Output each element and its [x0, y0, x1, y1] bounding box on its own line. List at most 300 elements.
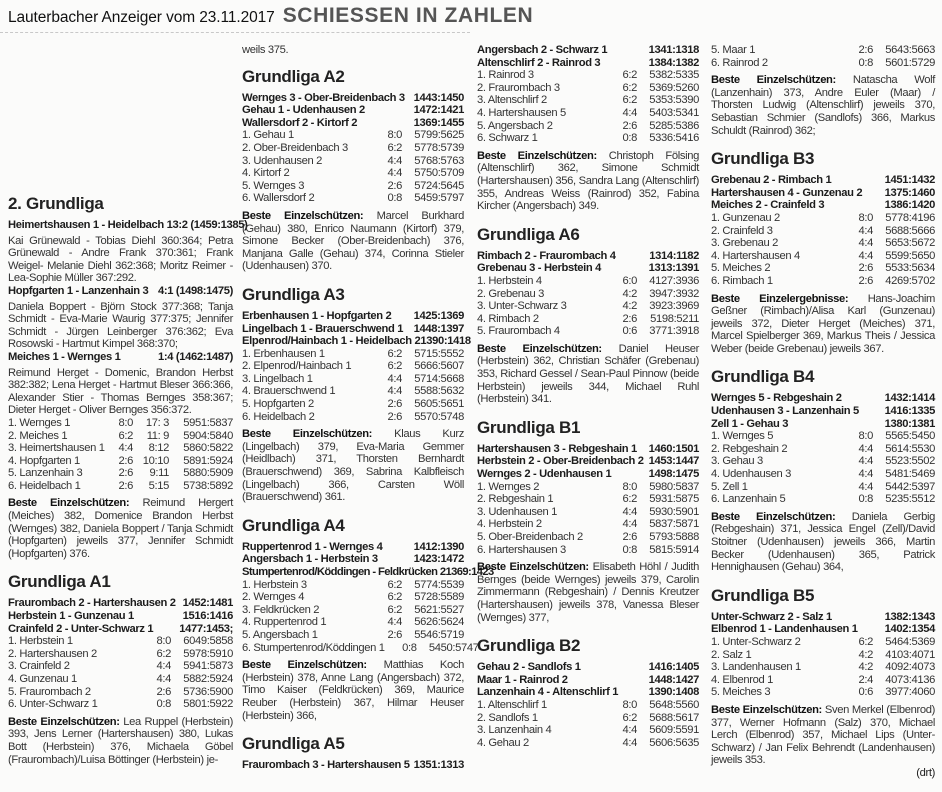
points: 0:8: [858, 493, 873, 506]
points: 4:4: [387, 167, 402, 180]
rings: 3977:4060: [885, 686, 935, 699]
section-heading: 2. Grundliga: [8, 194, 104, 213]
match-teams: Elpenrod/Hainbach 1 - Heidelbach 2: [242, 335, 421, 348]
match-result: 1380:1381: [884, 417, 935, 430]
points: 4:2: [858, 661, 873, 674]
table-row: [242, 167, 464, 180]
points: 8:0: [858, 211, 873, 224]
table-row: [711, 57, 935, 70]
match-result: 1448:1427: [648, 673, 699, 686]
table-row: [242, 411, 464, 424]
section-heading: Grundliga B4: [711, 367, 815, 387]
section-heading: Grundliga A2: [242, 66, 345, 86]
duels: 9:11: [149, 467, 169, 480]
team: 2. Rebgeshain 1: [477, 493, 554, 506]
points: 4:4: [858, 442, 873, 455]
match-result: 1313:1391: [648, 262, 699, 275]
team: 6. Lanzenhain 5: [711, 493, 786, 506]
match-row: [8, 610, 233, 623]
rings: 5815:5914: [649, 543, 699, 556]
team: 3. Udenhausen 1: [477, 505, 557, 518]
team: 1. Altenschlirf 1: [477, 698, 547, 711]
points: 6:2: [387, 578, 402, 591]
match-teams: Ruppertenrod 1 - Wernges 4: [242, 540, 383, 553]
team: 2. Hartershausen 2: [8, 647, 97, 660]
duels: 10:10: [142, 454, 169, 467]
best-label: Beste Einzelschützen:: [477, 342, 602, 355]
team: 4. Rimbach 2: [477, 312, 539, 325]
match-row: [477, 44, 699, 57]
match-teams: Maar 1 - Rainrod 2: [477, 673, 568, 686]
rings: 5601:5729: [885, 56, 935, 69]
table-row: [477, 94, 699, 107]
rings: 5728:5589: [414, 591, 464, 604]
match-result: 1472:1421: [413, 104, 464, 117]
team: 2. Elpenrod/Hainbach 1: [242, 360, 352, 373]
match-teams: Heimertshausen 1 - Heidelbach 1: [8, 219, 173, 231]
column-3: [477, 44, 699, 761]
match-result: 1516:1416: [182, 610, 233, 623]
rings: 5774:5539: [414, 578, 464, 591]
points: 4:4: [622, 505, 637, 518]
table-row: [711, 649, 935, 662]
match-teams: Gehau 1 - Udenhausen 2: [242, 104, 365, 117]
rings: 5533:5634: [885, 262, 935, 275]
match-row: [242, 335, 471, 348]
team: 5. Fraurombach 2: [8, 685, 91, 698]
match-result: 1416:1405: [648, 661, 699, 674]
match-row: [711, 418, 935, 431]
team: 2. Salz 1: [711, 648, 752, 661]
rings: 5336:5416: [649, 132, 699, 145]
table-row: [477, 506, 699, 519]
points: 6:2: [387, 360, 402, 373]
match-result: 1423:1472: [413, 553, 464, 566]
team: 4. Kirtorf 2: [242, 167, 290, 180]
points: 8:0: [622, 698, 637, 711]
table-row: [477, 82, 699, 95]
points: 8:0: [387, 129, 402, 142]
points: 6:2: [858, 635, 873, 648]
best-text: Christoph Fölsing (Altenschlirf) 362, Simone Schmidt (Hartershausen) 356, Sandra Lang (Altenschlirf) 355, Andreas Weiss (Rainrod) 352, Fabina Kircher (Angersbach) 349.: [477, 149, 699, 213]
team: 6. Unter-Schwarz 1: [8, 698, 98, 711]
points: 4:2: [622, 300, 637, 313]
best-text: Elisabeth Höhl / Judith Bernges (beide Wernges) jeweils 379, Carolin Zimmermann (Rebgeshain) / Dennis Kreutzer (Hartershausen) jeweils 378, Vanessa Bleser (Wernges) 377,: [477, 561, 699, 624]
header-divider: [0, 32, 470, 33]
section-grundliga-b2: [477, 636, 699, 749]
points: 4:4: [622, 518, 637, 531]
team: 6. Rainrod 2: [711, 56, 768, 69]
table-row: [711, 225, 935, 238]
match-row: [711, 199, 935, 212]
section-grundliga-a2: [242, 67, 464, 273]
table-row: [242, 348, 464, 361]
points: 2:6: [118, 467, 133, 480]
match-teams: Lingelbach 1 - Brauerschwend 1: [242, 322, 404, 335]
team: 3. Landenhausen 1: [711, 661, 801, 674]
match-row: [8, 285, 233, 298]
section-grundliga-a3: [242, 284, 471, 504]
table-row: [477, 699, 699, 712]
team: 6. Schwarz 1: [477, 132, 538, 145]
table-row: [711, 275, 935, 288]
table-row: [242, 373, 464, 386]
section-grundliga-a5: [242, 734, 464, 772]
rings: 5565:5450: [885, 430, 935, 443]
section-grundliga-b3: [711, 149, 935, 355]
team: 4. Hartershausen 4: [711, 249, 800, 262]
rings: 5621:5527: [414, 603, 464, 616]
table-row: [242, 629, 464, 642]
rings: 5481:5469: [885, 468, 935, 481]
team: 5. Maar 1: [711, 44, 756, 56]
table-row: [242, 180, 464, 193]
table-row: [477, 531, 699, 544]
team: 3. Grebenau 2: [711, 237, 778, 250]
rings: 4103:4071: [885, 648, 935, 661]
section-heading: Grundliga B5: [711, 585, 815, 605]
team: 2. Ober-Breidenbach 3: [242, 141, 348, 154]
table-row: [711, 237, 935, 250]
match-result: 1390:1408: [648, 686, 699, 699]
match-row: [477, 686, 699, 699]
match-teams: Angersbach 1 - Herbstein 3: [242, 553, 378, 566]
team: 2. Fraurombach 3: [477, 81, 560, 94]
match-row: [242, 104, 464, 117]
author-signature: (drt): [916, 766, 935, 779]
points: 4:2: [622, 287, 637, 300]
points: 4:4: [858, 455, 873, 468]
points: 6:2: [622, 94, 637, 107]
table-row: [242, 604, 464, 617]
table-row: [8, 673, 233, 686]
table-row: [711, 262, 935, 275]
rings: 5882:5924: [183, 673, 233, 685]
table-row: [477, 737, 699, 750]
points: 4:4: [156, 673, 171, 685]
best-shooters: [242, 659, 464, 722]
rings: 5599:5650: [885, 249, 935, 262]
match-result: 1402:1354: [884, 623, 935, 636]
team: 1. Rainrod 3: [477, 69, 534, 82]
points: 4:4: [622, 106, 637, 119]
match-teams: Hartershausen 4 - Gunzenau 2: [711, 186, 863, 199]
match-row: [8, 219, 248, 232]
table-row: [477, 69, 699, 82]
team: 1. Unter-Schwarz 2: [711, 635, 801, 648]
match-teams: Fraurombach 3 - Hartershausen 5: [242, 759, 410, 772]
points: 2:6: [622, 312, 637, 325]
match-row: [477, 57, 699, 70]
points: 6:2: [622, 493, 637, 506]
rings: 5198:5211: [650, 312, 699, 325]
table-row: [242, 385, 464, 398]
team: 1. Herbstein 1: [8, 635, 73, 648]
match-row: [242, 759, 464, 772]
match-teams: Zell 1 - Gehau 3: [711, 417, 789, 430]
rings: 5793:5888: [649, 531, 699, 543]
rings: 5285:5386: [649, 119, 699, 132]
team: 1. Gehau 1: [242, 129, 294, 142]
best-results: [711, 293, 935, 356]
match-result: 1369:1423: [445, 566, 494, 578]
table-row: [711, 674, 935, 687]
team: 4. Brauerschwend 1: [242, 385, 336, 398]
match-result: 1351:1313: [413, 759, 464, 772]
rings: 4269:5702: [885, 274, 935, 287]
table-row: [711, 686, 935, 699]
table-row: [8, 417, 233, 430]
team: 5. Zell 1: [711, 480, 748, 493]
team: 2. Crainfeld 3: [711, 224, 773, 237]
best-shooters: [711, 511, 935, 574]
points: 4:4: [387, 372, 402, 385]
team: 4. Elbenrod 1: [711, 673, 774, 686]
match-row: [477, 443, 699, 456]
match-row: [242, 541, 464, 554]
points: 6:2: [622, 81, 637, 94]
table-row: [711, 455, 935, 468]
column-4: [711, 44, 935, 792]
points: 6:0: [622, 274, 637, 287]
match-result: 1453:1447: [648, 455, 699, 468]
section-grundliga-a4: [242, 515, 494, 722]
points: 4:4: [622, 736, 637, 749]
points: 4:4: [858, 237, 873, 250]
match-teams: Unter-Schwarz 2 - Salz 1: [711, 610, 832, 623]
match-detail: Kai Grünewald - Tobias Diehl 360:364; Petra Grünewald - Andre Frank 370:361; Frank Weigel- Melanie Diehl 362:368; Moritz Reimer - Lea-Sophie Müller 367:292.: [8, 234, 233, 285]
rings: 5648:5560: [649, 698, 699, 711]
rings: 5736:5900: [183, 685, 233, 698]
points: 2:6: [387, 398, 402, 411]
table-row: [477, 493, 699, 506]
best-text: Klaus Kurz (Lingelbach) 379, Eva-Maria Gemmer (Heidlbach) 371, Thorsten Bernhardt (Brauerschwend) 369, Sabrina Kalbfleisch (Lingelbach) 366, Carsten Wöll (Brauerschwend) 361.: [242, 428, 464, 504]
match-teams: Wallersdorf 2 - Kirtorf 2: [242, 116, 358, 129]
section-heading: Grundliga A6: [477, 224, 580, 244]
team: 5. Fraurombach 4: [477, 325, 560, 338]
section-heading: Grundliga B2: [477, 636, 581, 656]
section-2-grundliga: [8, 194, 248, 560]
rings: 5235:5512: [885, 493, 935, 506]
table-row: [242, 641, 479, 655]
rings: 5891:5924: [183, 454, 233, 467]
points: 6:2: [387, 347, 402, 360]
section-heading: Grundliga A1: [8, 572, 111, 592]
duels: 5:15: [148, 479, 169, 492]
points: 6:2: [156, 647, 171, 660]
points: 6:2: [118, 429, 133, 442]
section-heading: Grundliga B3: [711, 149, 815, 169]
rings: 5880:5909: [183, 467, 233, 480]
section-grundliga-b1: [477, 418, 699, 624]
rings: 5450:5747: [428, 641, 479, 654]
rings: 5930:5901: [649, 505, 699, 518]
team: 5. Angersbach 1: [242, 628, 318, 641]
points: 2:6: [118, 454, 133, 467]
match-teams: Grebenau 3 - Herbstein 4: [477, 262, 602, 275]
rings: 5369:5260: [649, 81, 699, 94]
best-shooters: [8, 716, 233, 766]
best-text: Daniela Gerbig (Rebgeshain) 371, Jessica Engel (Zell)/David Stoitner (Udenhausen) jeweils 366, Martin Becker (Udenhausen) 365, Patrick Hennighausen (Gehau) 364,: [711, 510, 935, 574]
points: 0:6: [622, 325, 637, 338]
match-teams: Udenhausen 3 - Lanzenhain 5: [711, 405, 859, 418]
rings: 3771:3918: [649, 325, 699, 338]
rings: 5715:5552: [414, 347, 464, 360]
points: 6:2: [387, 591, 402, 604]
points: 2:6: [858, 274, 873, 287]
rings: 5546:5719: [414, 628, 464, 641]
rings: 5738:5892: [183, 479, 233, 492]
table-row: [711, 661, 935, 674]
best-label: Beste Einzelergebnisse:: [711, 292, 849, 305]
rings: 5931:5875: [649, 493, 699, 506]
match-result: 1382:1343: [884, 610, 935, 623]
section-heading: Grundliga A4: [242, 515, 345, 535]
match-result: 1341:1318: [648, 44, 699, 56]
rings: 5609:5591: [649, 724, 699, 737]
best-shooters: [711, 74, 935, 137]
points: 6:2: [387, 141, 402, 154]
match-teams: Angersbach 2 - Schwarz 1: [477, 44, 608, 56]
rings: 5643:5663: [885, 44, 935, 56]
team: 5. Meiches 3: [711, 686, 771, 699]
section-heading: Grundliga A3: [242, 284, 345, 304]
table-row: [711, 493, 935, 506]
team: 3. Gehau 3: [711, 455, 763, 468]
match-teams: Wernges 2 - Udenhausen 1: [477, 468, 612, 481]
table-row: [242, 579, 464, 592]
points: 4:4: [858, 249, 873, 262]
page-title: SCHIESSEN IN ZAHLEN: [282, 4, 534, 27]
match-row: [242, 117, 464, 130]
table-row: [242, 360, 464, 373]
rings: 5750:5709: [414, 167, 464, 180]
points: 8:0: [858, 430, 873, 443]
duels: 8:12: [148, 442, 169, 455]
points: 4:4: [118, 442, 133, 455]
rings: 6049:5858: [183, 635, 233, 648]
points: 2:4: [858, 673, 873, 686]
team: 2. Wernges 4: [242, 591, 305, 604]
team: 5. Angersbach 2: [477, 119, 553, 132]
team: 4. Gunzenau 1: [8, 673, 77, 685]
best-label: Beste Einzelschützen:: [242, 209, 364, 222]
match-result: 1460:1501: [648, 442, 699, 455]
match-result: 1448:1397: [413, 322, 464, 335]
points: 0:8: [622, 543, 637, 556]
table-row: [711, 430, 935, 443]
section-heading: Grundliga A5: [242, 734, 345, 754]
table-row: [8, 442, 233, 455]
match-teams: Wernges 3 - Ober-Breidenbach 3: [242, 91, 405, 104]
best-label: Beste Einzelschützen:: [477, 561, 589, 574]
match-row: [477, 262, 699, 275]
table-row: [711, 250, 935, 263]
team: 2. Meiches 1: [8, 429, 68, 442]
match-result: 1452:1481: [182, 597, 233, 610]
team: 2. Grebenau 3: [477, 287, 544, 300]
table-row: [477, 313, 699, 326]
match-block: [8, 219, 248, 285]
best-shooters: [477, 150, 699, 213]
match-result: 1425:1369: [413, 309, 464, 322]
match-result: 1477:1453;: [179, 622, 233, 635]
match-row: [711, 611, 935, 624]
rings: 4073:4136: [885, 673, 935, 686]
match-row: [477, 455, 699, 468]
table-row: [242, 129, 464, 142]
best-shooters-continued: weils 375.: [242, 44, 289, 56]
best-label: Beste Einzelschützen:: [8, 715, 120, 728]
rings: 5980:5837: [649, 480, 699, 493]
match-result: 4:1 (1498:1475): [158, 284, 233, 297]
match-result: 1386:1420: [884, 199, 935, 212]
match-row: [711, 174, 935, 187]
best-text: Reimund Hergert (Meiches) 382, Domenice Brandon Herbst (Wernges) 382, Daniela Boppert / Tanja Schmidt (Hopfgarten) jeweils 377, Jennifer Schmidt (Hopfgarten) 376.: [8, 497, 233, 560]
match-teams: Grebenau 2 - Rimbach 1: [711, 174, 832, 187]
match-teams: Herbstein 2 - Ober-Breidenbach 2: [477, 455, 644, 468]
team: 3. Heimertshausen 1: [8, 442, 105, 455]
match-result: 1498:1475: [648, 468, 699, 481]
team: 5. Wernges 3: [242, 179, 305, 192]
best-text: Sven Merkel (Elbenrod) 377, Werner Hofmann (Salz) 370, Michael Lerch (Elbenrod) 357, Michael Lips (Unter-Schwarz) / Jan Felix Behrendt (Landenhausen) jeweils 353.: [711, 703, 935, 767]
table-row: [242, 142, 464, 155]
table-row: [8, 455, 233, 468]
team: 5. Ober-Breidenbach 2: [477, 531, 583, 543]
rings: 5837:5871: [649, 518, 699, 531]
table-row: [477, 300, 699, 313]
match-result: 1390:1418: [420, 335, 471, 348]
table-row: [711, 481, 935, 494]
table-row: [8, 698, 233, 711]
table-row: [8, 686, 233, 699]
points: 8:0: [118, 416, 133, 429]
team: 2. Rebgeshain 2: [711, 442, 788, 455]
best-label: Beste Einzelschützen:: [8, 497, 130, 510]
points: 4:4: [858, 480, 873, 493]
match-result: 1369:1455: [413, 116, 464, 129]
match-row: [8, 623, 233, 636]
table-row: [477, 518, 699, 531]
table-row: [711, 636, 935, 649]
best-label: Beste Einzelschützen:: [711, 510, 836, 523]
table-row: [8, 635, 233, 648]
rings: 5688:5617: [649, 711, 699, 724]
best-text: Matthias Koch (Herbstein) 378, Anne Lang (Angersbach) 372, Timo Kaiser (Feldkrücken) 369, Maurice Reuber (Herbstein) 367, Hilmar Heuser (Herbstein) 366,: [242, 659, 464, 722]
duels: 17: 3: [145, 416, 169, 429]
points: 0:6: [858, 686, 873, 699]
team: 5. Lanzenhain 3: [8, 467, 83, 480]
match-teams: Hopfgarten 1 - Lanzenhain 3: [8, 284, 149, 297]
section-grundliga-b4: [711, 367, 935, 573]
points: 4:2: [858, 648, 873, 661]
newspaper-source: Lauterbacher Anzeiger vom 23.11.2017: [8, 9, 275, 26]
rings: 3923:3969: [649, 300, 699, 313]
points: 8:0: [156, 635, 171, 648]
table-row: [477, 712, 699, 725]
match-result: 3:2 (1459:1385): [172, 219, 248, 231]
table-row: [242, 192, 464, 205]
team: 3. Altenschlirf 2: [477, 94, 547, 107]
rings: 5653:5672: [885, 237, 935, 250]
points: 0:8: [156, 698, 171, 711]
best-shooters: [242, 210, 464, 273]
table-row: [711, 44, 935, 57]
team: 3. Lanzenhain 4: [477, 724, 552, 737]
rings: 5666:5607: [414, 360, 464, 373]
match-row: [711, 392, 935, 405]
team: 1. Wernges 5: [711, 430, 774, 443]
